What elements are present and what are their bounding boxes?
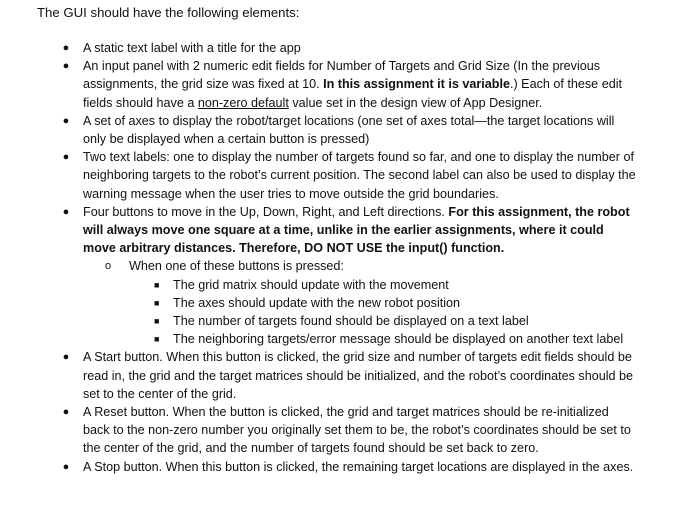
item-text: When one of these buttons is pressed: bbox=[129, 259, 344, 274]
circle-bullet-icon: o bbox=[105, 260, 112, 273]
bullet-icon: ● bbox=[62, 351, 70, 364]
intro-heading: The GUI should have the following elements: bbox=[37, 5, 300, 20]
item-text: .) Each of these edit fields should have a bbox=[83, 77, 622, 110]
sub-sub-list-item bbox=[129, 330, 636, 348]
list-item bbox=[0, 39, 676, 57]
list-item bbox=[0, 112, 676, 148]
square-bullet-icon: ■ bbox=[154, 297, 160, 308]
item-text-bold: For this assignment, the robot will always move one square at a time, unlike in the earlier assignments, where it could move arbitrary distances. Therefore, DO NOT USE the input() function. bbox=[83, 204, 630, 256]
item-text: The axes should update with the new robot position bbox=[173, 295, 461, 310]
list-item bbox=[0, 203, 676, 349]
requirements-list bbox=[0, 39, 676, 476]
item-text: A Reset button. When the button is clicked, the grid and target matrices should be re-initialized back to the non-zero number you originally set them to be, the robot’s coordinates should be set to the center of the grid, and the number of targets found should be set back to zero. bbox=[83, 405, 631, 456]
square-bullet-icon: ■ bbox=[154, 279, 160, 290]
item-text: Two text labels: one to display the number of targets found so far, and one to display the number of neighboring targets to the robot’s current position. The second label can also be used to display the warning message when the user tries to move outside the grid boundaries. bbox=[83, 150, 636, 201]
list-item bbox=[0, 458, 676, 476]
bullet-icon: ● bbox=[62, 205, 70, 218]
item-text: A Stop button. When this button is clicked, the remaining target locations are displayed in the axes. bbox=[83, 459, 634, 474]
bullet-icon: ● bbox=[62, 42, 70, 54]
square-bullet-icon: ■ bbox=[154, 316, 160, 327]
bullet-icon: ● bbox=[62, 60, 70, 73]
sub-list-item bbox=[83, 257, 636, 348]
item-text-underline: non-zero default bbox=[197, 95, 289, 110]
sub-sub-list-item bbox=[129, 312, 636, 330]
item-text: The neighboring targets/error message should be displayed on another text label bbox=[173, 332, 624, 347]
bullet-icon: ● bbox=[62, 406, 70, 419]
list-item bbox=[0, 348, 676, 403]
item-text: A set of axes to display the robot/target locations (one set of axes total—the target locations will only be displayed when a certain button is pressed) bbox=[83, 113, 615, 147]
sub-sub-list bbox=[129, 276, 636, 349]
bullet-icon: ● bbox=[62, 114, 70, 127]
item-text: value set in the design view of App Designer. bbox=[288, 95, 543, 110]
item-text: An input panel with 2 numeric edit fields for Number of Targets and Grid Size (In the previous assignments, the grid size was fixed at 10. bbox=[83, 59, 601, 92]
square-bullet-icon: ■ bbox=[154, 334, 160, 345]
sub-sub-list-item bbox=[129, 294, 636, 312]
sub-list bbox=[83, 257, 636, 348]
bullet-icon: ● bbox=[62, 151, 70, 164]
list-item bbox=[0, 148, 676, 203]
item-text: A static text label with a title for the app bbox=[83, 41, 301, 55]
sub-sub-list-item bbox=[129, 276, 636, 294]
item-text: The grid matrix should update with the movement bbox=[173, 277, 449, 292]
list-item bbox=[0, 57, 676, 112]
bullet-icon: ● bbox=[62, 460, 70, 473]
item-text: A Start button. When this button is clicked, the grid size and number of targets edit fields should be read in, the grid and the target matrices should be initialized, and the robot’s coordinates should be set to the center of the grid. bbox=[83, 350, 634, 401]
item-text-bold: In this assignment it is variable bbox=[323, 77, 510, 92]
item-text: The number of targets found should be displayed on a text label bbox=[173, 314, 529, 329]
item-text: Four buttons to move in the Up, Down, Right, and Left directions. bbox=[83, 204, 449, 219]
list-item bbox=[0, 403, 676, 458]
